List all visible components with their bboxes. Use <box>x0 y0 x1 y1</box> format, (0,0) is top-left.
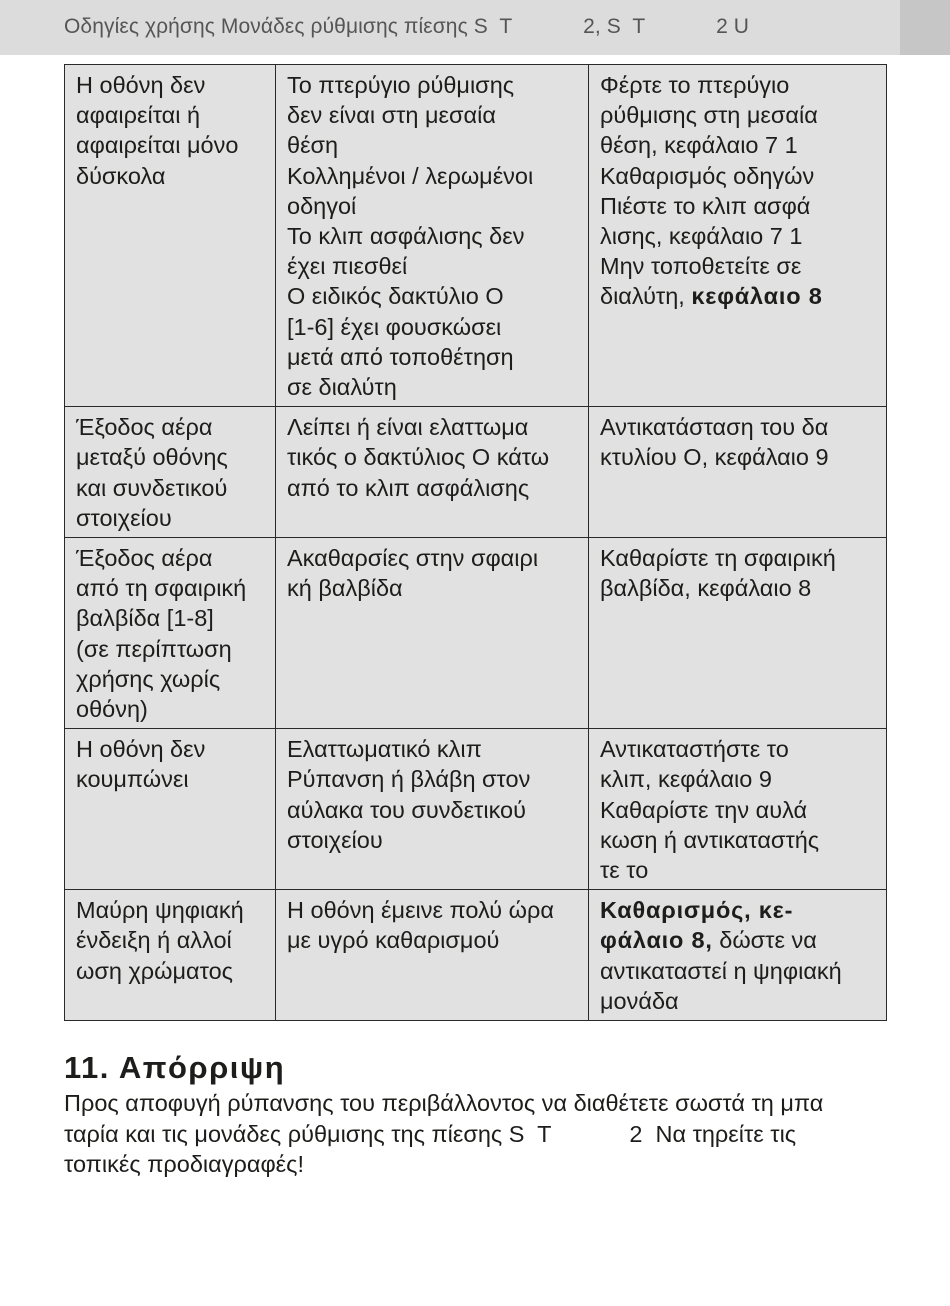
text-line: σε διαλύτη <box>287 374 397 401</box>
text-line: Η οθόνη δεν <box>76 736 206 763</box>
text-line: θέση, κεφάλαιο 7 1 <box>600 132 798 159</box>
remedy-cell <box>589 890 887 1021</box>
text-line: κή βαλβίδα <box>287 575 403 602</box>
text-line: [1-6] έχει φουσκώσει <box>287 313 502 340</box>
text-line: Προς αποφυγή ρύπανσης του περιβάλλοντος να διαθέτετε σωστά τη μπα <box>64 1090 824 1116</box>
text-line: Λείπει ή είναι ελαττωμα <box>287 414 529 441</box>
text-line: οδηγοί <box>287 192 357 219</box>
cause-cell <box>276 407 589 538</box>
text-line: Καθαρίστε την αυλά <box>600 796 808 823</box>
text-line: τοπικές προδιαγραφές! <box>64 1151 305 1177</box>
text-line: Φέρτε το πτερύγιο <box>600 72 790 98</box>
text-line: Καθαρίστε τη σφαιρική <box>600 545 836 572</box>
text-line: Μαύρη ψηφιακή <box>76 897 244 924</box>
text-line: Έξοδος αέρα <box>76 414 213 441</box>
text-line: και συνδετικού <box>76 474 228 501</box>
remedy-cell <box>589 65 887 407</box>
text-line: Έξοδος αέρα <box>76 545 213 572</box>
text-line: ταρία και τις μονάδες ρύθμισης της πίεσης S T 2 Να τηρείτε τις <box>64 1120 797 1147</box>
remedy-cell <box>589 407 887 538</box>
page-header-tab <box>900 0 950 55</box>
cause-cell <box>276 890 589 1021</box>
text-line: λισης, κεφάλαιο 7 1 <box>600 223 803 250</box>
section-body <box>64 1088 924 1180</box>
text-line: χρήσης χωρίς <box>76 665 221 692</box>
text-line: Η οθόνη δεν <box>76 72 206 98</box>
text-line: Ο ειδικός δακτύλιο O <box>287 283 504 310</box>
text-line: κλιπ, κεφάλαιο 9 <box>600 766 772 793</box>
text-line: Καθαρισμός οδηγών <box>600 162 815 189</box>
problem-cell <box>65 65 276 407</box>
cause-cell <box>276 538 589 729</box>
cause-cell <box>276 729 589 890</box>
text-line <box>600 281 876 311</box>
text-line: ωση χρώματος <box>76 957 233 984</box>
bold-chapter-ref: φάλαιο 8, <box>600 927 713 954</box>
text-line: αφαιρείται ή <box>76 102 201 129</box>
text-line: αύλακα του συνδετικού <box>287 796 526 823</box>
table-row <box>65 729 887 890</box>
text-line: βαλβίδα [1-8] <box>76 605 214 632</box>
text-line: Πιέστε το κλιπ ασφά <box>600 192 811 219</box>
text-line: ένδειξη ή αλλοί <box>76 927 232 954</box>
text-line: τικός ο δακτύλιος O κάτω <box>287 444 550 471</box>
bold-chapter-ref: Καθαρισμός, κε- <box>600 897 794 924</box>
cause-cell <box>276 65 589 407</box>
text-line: αντικαταστεί η ψηφιακή <box>600 957 842 984</box>
text-line: Η οθόνη έμεινε πολύ ώρα <box>287 897 554 924</box>
text-line: Μην τοποθετείτε σε <box>600 253 802 280</box>
text-line: κτυλίου O, κεφάλαιο 9 <box>600 444 829 471</box>
text-line: μετά από τοποθέτηση <box>287 343 514 370</box>
section-heading: 11. Απόρριψη <box>64 1050 286 1085</box>
problem-cell <box>65 890 276 1021</box>
text-line: (σε περίπτωση <box>76 635 232 662</box>
troubleshooting-table <box>64 64 887 1021</box>
text-line: κουμπώνει <box>76 766 189 793</box>
text-line: έχει πιεσθεί <box>287 253 408 280</box>
text-line: Το πτερύγιο ρύθμισης <box>287 72 515 98</box>
text-line: Αντικατάσταση του δα <box>600 414 829 441</box>
text-line: στοιχείου <box>287 826 383 853</box>
problem-cell <box>65 729 276 890</box>
remedy-cell <box>589 538 887 729</box>
text-line: αφαιρείται μόνο <box>76 132 239 159</box>
text-line <box>600 895 876 925</box>
text-line: από το κλιπ ασφάλισης <box>287 474 530 501</box>
text-line: με υγρό καθαρισμού <box>287 927 500 954</box>
bold-chapter-ref: κεφάλαιο 8 <box>691 283 823 310</box>
text-line: στοιχείου <box>76 504 172 531</box>
page-header-bar <box>0 0 900 55</box>
table-row <box>65 407 887 538</box>
text-line: Ρύπανση ή βλάβη στον <box>287 766 531 793</box>
text-line: βαλβίδα, κεφάλαιο 8 <box>600 575 812 602</box>
page-header-text: Οδηγίες χρήσης Μονάδες ρύθμισης πίεσης S T 2, S T 2 U <box>64 15 750 38</box>
text-line: Ακαθαρσίες στην σφαιρι <box>287 545 539 572</box>
text-line: δεν είναι στη μεσαία <box>287 102 496 129</box>
text-line <box>600 925 876 955</box>
text-span: δώστε να <box>712 927 817 954</box>
text-line: Ελαττωματικό κλιπ <box>287 736 482 763</box>
table-row <box>65 65 887 407</box>
text-line: κωση ή αντικαταστής <box>600 826 820 853</box>
problem-cell <box>65 407 276 538</box>
text-line: μεταξύ οθόνης <box>76 444 228 471</box>
text-span: διαλύτη, <box>600 283 692 310</box>
text-line: οθόνη) <box>76 696 148 723</box>
text-line: μονάδα <box>600 987 679 1014</box>
text-line: ρύθμισης στη μεσαία <box>600 102 818 129</box>
table-row <box>65 538 887 729</box>
text-line: Το κλιπ ασφάλισης δεν <box>287 223 525 250</box>
text-line: θέση <box>287 132 339 159</box>
text-line: από τη σφαιρική <box>76 575 247 602</box>
problem-cell <box>65 538 276 729</box>
table-row <box>65 890 887 1021</box>
text-line: Κολλημένοι / λερωμένοι <box>287 162 534 189</box>
text-line: δύσκολα <box>76 162 166 189</box>
remedy-cell <box>589 729 887 890</box>
text-line: Αντικαταστήστε το <box>600 736 789 763</box>
text-line: τε το <box>600 857 649 884</box>
